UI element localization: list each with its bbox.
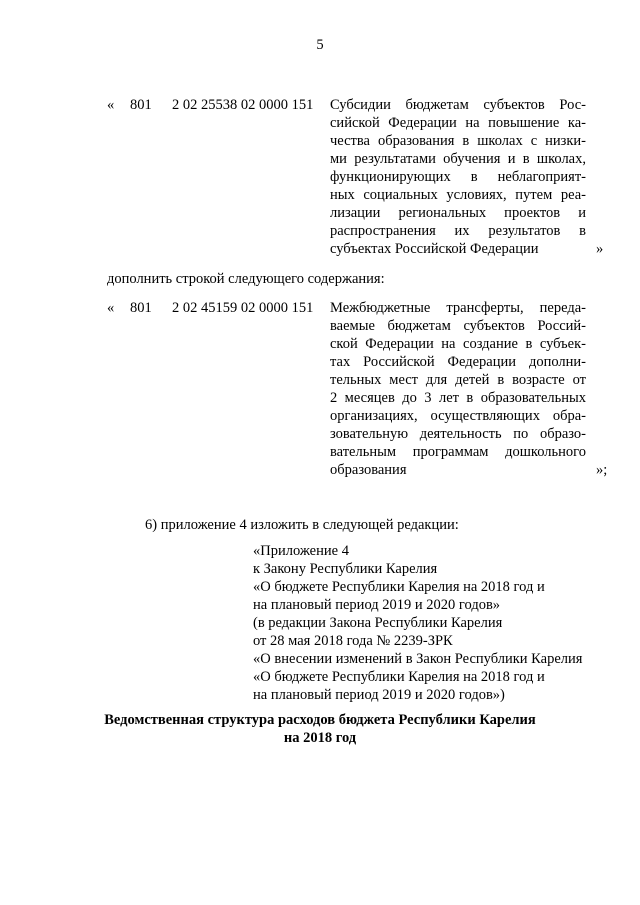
- revenue-description: [330, 96, 586, 258]
- desc-line: организациях, осуществляющих обра-: [330, 408, 586, 424]
- attachment-line: «Приложение 4: [253, 543, 349, 559]
- attachment-line: «О бюджете Республики Карелия на 2018 год и: [253, 669, 545, 685]
- desc-line: Межбюджетные трансферты, переда-: [330, 300, 586, 316]
- desc-line: ваемые бюджетам субъектов Россий-: [330, 318, 586, 334]
- attachment-line: (в редакции Закона Республики Карелия: [253, 615, 503, 631]
- attachment-line: «О бюджете Республики Карелия на 2018 год и: [253, 579, 545, 595]
- desc-line: Субсидии бюджетам субъектов Рос-: [330, 97, 586, 113]
- attachment-line: на плановый период 2019 и 2020 годов»: [253, 597, 501, 613]
- desc-line: тельных мест для детей в возрасте от: [330, 372, 586, 388]
- desc-line: 2 месяцев до 3 лет в образовательных: [330, 390, 586, 406]
- desc-line: ми результатами обучения и в школах,: [330, 151, 586, 167]
- desc-line: тах Российской Федерации дополни-: [330, 354, 586, 370]
- revenue-code: 2 02 45159 02 0000 151: [172, 300, 314, 316]
- attachment-line: от 28 мая 2018 года № 2239-ЗРК: [253, 633, 453, 649]
- open-quote: «: [107, 300, 115, 316]
- desc-line: сийской Федерации на повышение ка-: [330, 115, 586, 131]
- revenue-code: 2 02 25538 02 0000 151: [172, 97, 314, 113]
- desc-line: ных социальных условиях, путем реа-: [330, 187, 586, 203]
- section-title: [0, 711, 640, 747]
- close-quote: »: [596, 241, 604, 257]
- page-number: 5: [316, 37, 324, 53]
- admin-code: 801: [130, 300, 152, 316]
- close-quote: »;: [596, 462, 608, 478]
- desc-line: субъектах Российской Федерации: [330, 241, 539, 257]
- attachment-line: к Закону Республики Карелия: [253, 561, 438, 577]
- admin-code: 801: [130, 97, 152, 113]
- revenue-description: [330, 299, 586, 479]
- desc-line: функционирующих в неблагоприят-: [330, 169, 586, 185]
- open-quote: «: [107, 97, 115, 113]
- title-line: на 2018 год: [283, 730, 357, 746]
- desc-line: вательным программам дошкольного: [330, 444, 586, 460]
- item-6-line: 6) приложение 4 изложить в следующей редакции:: [145, 517, 459, 533]
- desc-line: чества образования в школах с низки-: [330, 133, 586, 149]
- desc-line: образования: [330, 462, 407, 478]
- desc-line: распространения их результатов в: [330, 223, 586, 239]
- supplement-line: дополнить строкой следующего содержания:: [107, 271, 385, 287]
- title-line: Ведомственная структура расходов бюджета Республики Карелия: [104, 712, 536, 728]
- attachment-header: [253, 542, 582, 704]
- desc-line: зовательную деятельность по образо-: [330, 426, 586, 442]
- desc-line: лизации региональных проектов и: [330, 205, 586, 221]
- attachment-line: «О внесении изменений в Закон Республики Карелия: [253, 651, 583, 667]
- attachment-line: на плановый период 2019 и 2020 годов»): [253, 687, 505, 703]
- desc-line: ской Федерации на создание в субъек-: [330, 336, 586, 352]
